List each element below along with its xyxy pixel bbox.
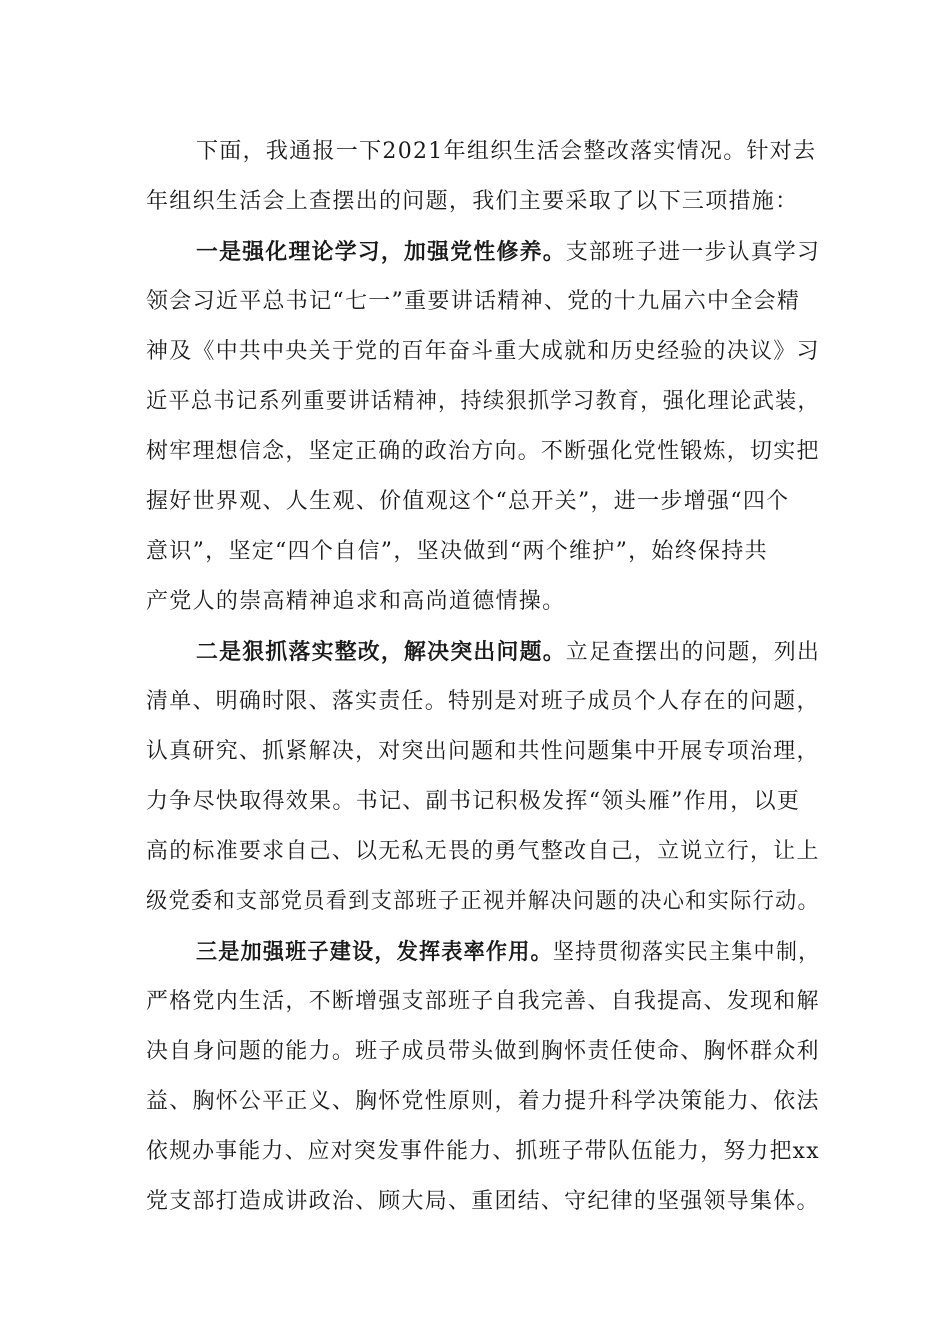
section3-first-line [196, 938, 820, 967]
section1-heading: 一是强化理论学习，加强党性修养。 [196, 239, 566, 265]
section3-line: 益、胸怀公平正义、胸怀党性原则，着力提升科学决策能力、依法 [146, 1089, 820, 1114]
section1-line: 近平总书记系列重要讲话精神，持续狠抓学习教育，强化理论武装， [146, 389, 820, 414]
section2-line: 高的标准要求自己、以无私无畏的勇气整改自己，立说立行，让上 [146, 839, 820, 864]
section1-first-rest: 支部班子进一步认真学习 [565, 240, 821, 265]
section3-line: 党支部打造成讲政治、顾大局、重团结、守纪律的坚强领导集体。 [146, 1189, 820, 1214]
section3-line: 严格党内生活，不断增强支部班子自我完善、自我提高、发现和解 [146, 989, 820, 1014]
section2-line: 清单、明确时限、落实责任。特别是对班子成员个人存在的问题， [146, 689, 820, 714]
section2-line: 认真研究、抓紧解决，对突出问题和共性问题集中开展专项治理， [146, 739, 820, 764]
section3-heading: 三是加强班子建设，发挥表率作用。 [196, 939, 553, 965]
section2-line: 力争尽快取得效果。书记、副书记积极发挥“领头雁”作用，以更 [146, 789, 801, 814]
section1-line: 握好世界观、人生观、价值观这个“总开关”，进一步增强“四个 [146, 489, 790, 514]
section1-first-line [196, 238, 820, 267]
section3-line: 依规办事能力、应对突发事件能力、抓班子带队伍能力，努力把xx [146, 1139, 820, 1164]
section3-first-rest: 坚持贯彻落实民主集中制， [552, 940, 821, 965]
section1-line: 神及《中共中央关于党的百年奋斗重大成就和历史经验的决议》习 [146, 339, 820, 364]
section1-line: 领会习近平总书记“七一”重要讲话精神、党的十九届六中全会精 [146, 289, 801, 314]
intro-line-2: 年组织生活会上查摆出的问题，我们主要采取了以下三项措施： [146, 189, 799, 214]
section2-line: 级党委和支部党员看到支部班子正视并解决问题的决心和实际行动。 [146, 889, 820, 914]
intro-line-1: 下面，我通报一下2021年组织生活会整改落实情况。针对去 [196, 139, 817, 164]
section2-heading: 二是狠抓落实整改，解决突出问题。 [196, 639, 566, 665]
section1-line: 树牢理想信念，坚定正确的政治方向。不断强化党性锻炼，切实把 [146, 439, 820, 464]
section2-first-line [196, 638, 820, 667]
section3-line: 决自身问题的能力。班子成员带头做到胸怀责任使命、胸怀群众利 [146, 1039, 820, 1064]
section1-line: 产党人的崇高精神追求和高尚道德情操。 [146, 589, 566, 614]
section1-line: 意识”，坚定“四个自信”，坚决做到“两个维护”，始终保持共 [146, 539, 768, 564]
section2-first-rest: 立足查摆出的问题，列出 [565, 640, 821, 665]
